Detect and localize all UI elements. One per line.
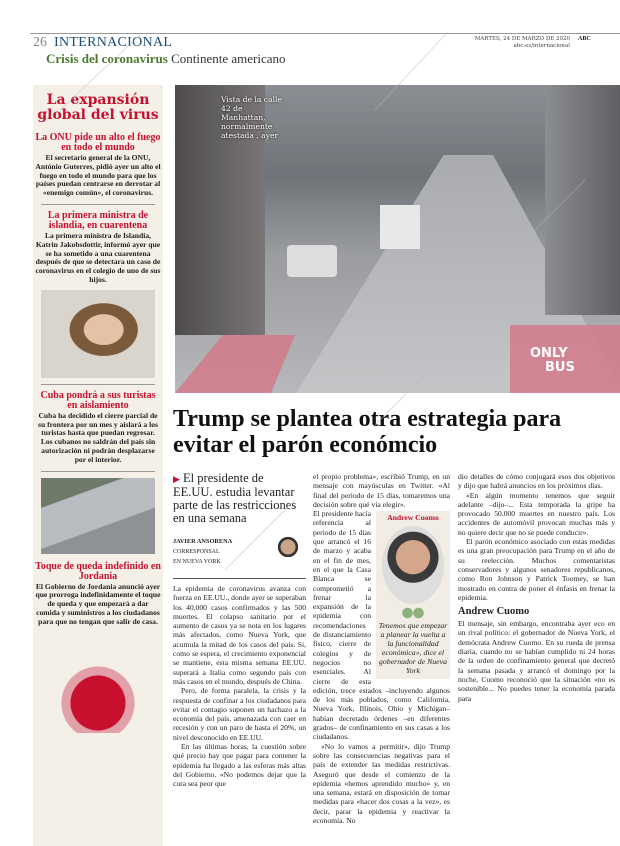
headline: Trump se plantea otra estrategia para evitar el parón económcio bbox=[173, 406, 562, 458]
section-url[interactable]: abc.es/internacional bbox=[513, 43, 570, 49]
column-2 bbox=[313, 472, 450, 825]
pullquote-name: Andrew Cuomo bbox=[387, 513, 439, 523]
paragraph: El parón económico asociado con estas medidas es una gran preocupación para Trump en el año de su reelección. Muchos comentaristas conservadores y algunos senadores republicanos, como Ron Johnson y Patrick Toomey, se han mostrado en contra de poner el énfasis en frenar la epidemia. bbox=[458, 537, 615, 602]
divider bbox=[41, 384, 155, 385]
subtitle: Andrew Cuomo bbox=[458, 606, 530, 618]
item-text: Cuba ha decidido el cierre parcial de su frontera por un mes y aislará a los turistas hasta que puedan regresar. Los cubanos no saldrán del país sin autorización ni podrán desplazarse por el interior. bbox=[38, 410, 158, 464]
arrow-icon: ▶ bbox=[173, 474, 180, 484]
sidebar-item bbox=[35, 562, 161, 627]
page-number: 26 bbox=[33, 35, 47, 50]
column-3 bbox=[458, 472, 615, 703]
sidebar-item bbox=[35, 211, 161, 285]
paragraph: El presidente hacía referencia al periodo de 15 días que arrancó el 16 de marzo y acaba en el fin de mes, en el que la Casa Blanca se comprometió a frenar la expansión de la epidemia con recomendaciones de distanciamiento físico, cierre de colegios y de negocios no esenciales. Al cierre de esta edición, trece estados –incluyendo algunos de los más poblados, como California, Nueva York, Illinois, Ohio y Michigan– habían decretado órdenes –en diferentes grados– de confinamiento en sus casas a los ciudadanos. bbox=[313, 509, 450, 742]
paragraph: «En algún momento tenemos que seguir adelante –dijo–... Esta temporada la gripe ha provocado 50.000 muertes en nuestro país. Los accidentes de automóvil provocan muchas más y no quiere decir que no se puede conducir». bbox=[458, 490, 615, 537]
subhead-text: El presidente de EE.UU. estudia levantar parte de las restricciones en una semana bbox=[173, 471, 297, 525]
top-rule bbox=[30, 33, 620, 34]
road-text: BUS bbox=[545, 360, 575, 375]
byline-block bbox=[173, 535, 306, 579]
item-text: El Gobierno de Jordania anunció ayer que prorroga indefinidamente el toque de queda y que empezará a dar comida y suministros a los ciudadanos para que no tengan que salir de casa. bbox=[35, 581, 161, 626]
kicker-bold: Crisis del coronavirus bbox=[46, 51, 168, 66]
divider bbox=[41, 471, 155, 472]
item-title: Cuba pondrá a sus turistas en aislamiento bbox=[40, 389, 156, 411]
van bbox=[380, 205, 420, 249]
portrait-photo bbox=[41, 290, 155, 378]
paragraph: El mensaje, sin embargo, encontraba ayer eco en un rival político: el gobernador de Nueva York, el demócrata Andrew Cuomo. En su rueda de prensa diaria, cuando no se habían cumplido ni 24 horas de la orden de confinamiento general que decretó la semana pasada y arrancó el domingo por la noche, Cuomo reconoció que la situación «no es sostenible... No puedes tener la economía parada para bbox=[458, 619, 615, 703]
photo-caption: Vista de la calle 42 de Manhattan, normalmente atestada , ayer bbox=[221, 95, 282, 140]
highway-photo bbox=[41, 478, 155, 554]
item-title: La ONU pide un alto el fuego en todo el mundo bbox=[35, 132, 161, 153]
pullquote-box bbox=[376, 511, 450, 679]
item-text: El secretario general de la ONU, António Guterres, pidió ayer un alto el fuego en todo el mundo para que los países puedan centrarse en derrotar al «enemigo común», el coronavirus. bbox=[35, 153, 161, 198]
brand: ABC bbox=[578, 36, 591, 42]
item-text: La primera ministra de Islandia, Katrin Jakobsdottir, informó ayer que se ha sometido a una cuarentena después de que se detectara un caso de coronavirus en el colegio de uno de sus hijos. bbox=[35, 230, 161, 284]
author-location: EN NUEVA YORK bbox=[173, 559, 221, 565]
kicker bbox=[46, 51, 286, 66]
bus-lane-left bbox=[175, 335, 295, 393]
item-title: La primera ministra de islandia, en cuarentena bbox=[47, 209, 149, 231]
building-right bbox=[545, 85, 620, 315]
date: MARTES, 24 DE MARZO DE 2020 bbox=[474, 36, 570, 42]
paragraph: «No lo vamos a permitir», dijo Trump sobre las consecuencias negativas para el país de extender las medidas restrictivas. Aseguró que desde el comienzo de la epidemia «hemos aprendido mucho» y, en una semana, estará en disposición de tomar medidas para «hacer dos cosas a la vez», es decir, parar la epidemia y reactivar la economía. No bbox=[313, 741, 450, 825]
sidebar-title: La expansión global del virus bbox=[37, 92, 159, 123]
paragraph: el propio problema», escribió Trump, en un mensaje con mayúsculas en Twitter. «Al final del periodo de 15 días, tomaremos una decisión sobre qué vía elegir». bbox=[313, 472, 450, 509]
virus-illustration bbox=[41, 633, 155, 733]
section-title: INTERNACIONAL bbox=[54, 35, 173, 50]
divider bbox=[41, 204, 155, 205]
author-role: CORRESPONSAL bbox=[173, 549, 220, 555]
quote-icon bbox=[402, 607, 424, 619]
road-marking bbox=[530, 347, 575, 375]
dateline bbox=[470, 36, 570, 50]
car bbox=[287, 245, 337, 277]
sidebar-item bbox=[35, 133, 161, 198]
column-1 bbox=[173, 472, 306, 789]
paragraph: En las últimas horas, la cuestión sobre qué precio hay que pagar para contener la epidemia ha llegado a las esferas más altas del Gobierno. «No podemos dejar que la cura sea peor que bbox=[173, 742, 306, 789]
author: JAVIER ANSORENA bbox=[173, 538, 233, 545]
paragraph: dio detalles de cómo conjugará esos dos objetivos y dijo que habrá anuncios en los próximos días. bbox=[458, 472, 615, 491]
pullquote-text: Tenemos que empezar a planear la vuelta a la funcionalidad económica», dice el gobernador de Nueva York bbox=[378, 620, 448, 675]
paragraph: La epidemia de coronavirus avanza con fuerza en EE.UU., donde ayer se superaban los 40.000 casos confirmados y las 500 muertes. El colapso sanitario por el aumento de casos ya se nota en los lugares más afectados, como Nueva York, que acumula la mitad de los casos del país. Si, como se espera, el crecimiento exponencial se mantiene, esta misma semana EE.UU. superará a Italia como segundo país con más casos en el mundo, después de China. bbox=[173, 584, 306, 686]
cuomo-photo bbox=[382, 526, 444, 604]
paragraph: Pero, de forma paralela, la crisis y la respuesta de confinar a los ciudadanos para evitar el contagio suponen un hachazo a la economía del país, amenazada con caer en recesión y con un paro de hasta el 20%, un nivel desconocido en EE.UU. bbox=[173, 686, 306, 742]
sidebar bbox=[33, 85, 163, 846]
sidebar-item bbox=[35, 391, 161, 465]
author-photo bbox=[270, 535, 306, 575]
subheadline bbox=[173, 472, 306, 525]
road-text: ONLY bbox=[530, 346, 568, 361]
kicker-text: Continente americano bbox=[171, 51, 286, 66]
item-title: Toque de queda indefinido en Jordania bbox=[35, 560, 161, 582]
